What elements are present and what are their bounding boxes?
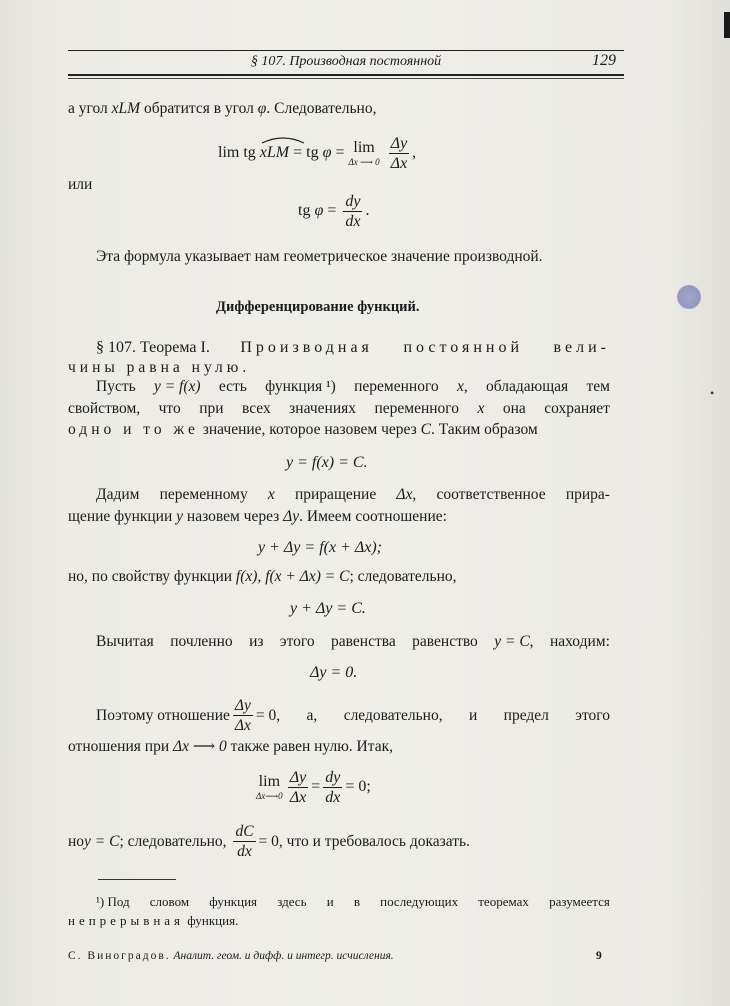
fraction <box>233 696 253 735</box>
running-header <box>68 50 624 80</box>
tg-text: tg <box>243 144 260 162</box>
page-edge-mark <box>724 12 730 38</box>
word: предел <box>503 706 549 724</box>
text-run: ; следовательно, <box>349 568 457 585</box>
word: переменного <box>354 378 439 395</box>
text-run: отношения при <box>68 738 173 755</box>
paragraph-2-line-2 <box>68 508 447 526</box>
limit-operator <box>256 773 283 802</box>
math-var: y <box>176 508 184 525</box>
denominator: dx <box>345 213 361 230</box>
word: что <box>158 400 181 417</box>
word: Вычитая <box>96 633 154 650</box>
lim-subscript: Δx⟶0 <box>256 791 283 801</box>
theorem-word: постоянной <box>403 339 524 356</box>
paragraph-1-line-3 <box>68 421 538 439</box>
numerator: Δy <box>390 135 408 152</box>
math-expr: Δx ⟶ 0 <box>173 738 227 755</box>
lim-text: lim <box>218 144 240 162</box>
text-run: = 0; <box>345 778 371 796</box>
word: этого <box>575 706 610 724</box>
fraction <box>288 768 309 807</box>
text-run: = 0, что и требовалось доказать. <box>258 832 470 850</box>
word: ¹) Под <box>96 894 130 909</box>
word: значениях <box>289 400 356 417</box>
text-run: = <box>331 144 349 162</box>
denominator: Δx <box>390 155 408 172</box>
word: есть <box>218 378 247 395</box>
word: приращение <box>294 486 377 503</box>
math-var: Δy <box>283 508 300 525</box>
word: при <box>199 400 224 417</box>
equation-7 <box>256 768 371 807</box>
lim-subscript: Δx ⟶ 0 <box>348 157 380 167</box>
text-run: . Следовательно, <box>266 100 377 117</box>
signature-footer <box>68 950 394 962</box>
text-run: = <box>311 778 321 796</box>
word: функция <box>209 894 258 909</box>
denominator: Δx <box>234 717 251 734</box>
spaced-text: одно и то же <box>68 421 199 438</box>
text-run: , <box>412 144 417 162</box>
math-var: C <box>420 421 431 438</box>
math-expr: f(x), <box>235 568 262 585</box>
word: переменного <box>374 400 460 417</box>
equation-2 <box>298 192 369 231</box>
math-var: φ <box>314 202 324 220</box>
word: сохраняет <box>544 400 610 417</box>
paragraph-4 <box>96 633 610 651</box>
equation-4: y + Δy = f(x + Δx); <box>258 539 383 556</box>
word: теоремах <box>478 894 529 909</box>
text-run: но <box>68 832 85 850</box>
text-run: функция. <box>184 913 239 928</box>
math-var: φ <box>322 144 332 162</box>
footnote-line-2 <box>68 913 238 929</box>
fraction <box>343 192 362 231</box>
word: прира- <box>565 486 610 503</box>
word: разумеется <box>549 894 610 909</box>
paragraph-geometric: Эта формула указывает нам геометрическое значение производной. <box>96 248 543 265</box>
word: в <box>353 894 360 909</box>
word: функция ¹) <box>265 378 336 395</box>
spaced-text: непрерывная <box>68 913 185 928</box>
denominator: Δx <box>289 789 307 806</box>
word: и <box>468 706 478 724</box>
footnote-line-1 <box>96 894 610 910</box>
math-var: xLM <box>111 100 141 117</box>
text-run: = tg <box>289 144 323 162</box>
numerator: Δy <box>234 697 251 714</box>
text-run: но, по свойству функции <box>68 568 236 585</box>
math-var: φ <box>257 100 267 117</box>
text-run: = <box>323 202 341 220</box>
theorem-line-2: чины равна нулю. <box>68 359 251 376</box>
math-expr: y = C, <box>494 633 534 650</box>
footer-title: Аналит. геом. и дифф. и интегр. исчисления. <box>170 950 394 962</box>
word: свойством, <box>68 400 141 417</box>
tg-text: tg <box>298 202 315 220</box>
numerator: dy <box>345 193 361 210</box>
denominator: dx <box>325 789 341 806</box>
intro-line <box>68 100 376 118</box>
denominator: dx <box>237 843 252 860</box>
equation-5: y + Δy = C. <box>290 600 366 617</box>
math-var: xLM <box>259 144 290 162</box>
paragraph-5-line-2 <box>68 737 393 756</box>
math-expr: f(x + Δx) = C <box>265 568 350 585</box>
text-run: . Таким образом <box>430 421 538 438</box>
text-run: щение функции <box>68 508 177 525</box>
text-run: Поэтому отношение <box>96 706 230 724</box>
text-run: значение, которое назовем через <box>198 421 421 438</box>
word: Дадим <box>96 486 140 503</box>
text-run: . Имеем соотношение: <box>299 508 447 525</box>
word: всех <box>241 400 271 417</box>
word: соответственное <box>436 486 546 503</box>
lim-text: lim <box>258 773 281 790</box>
fraction <box>389 134 410 173</box>
header-top-rule <box>68 50 624 51</box>
signature-number: 9 <box>596 950 602 962</box>
arc-mark <box>260 136 306 144</box>
theorem-line-1 <box>96 339 610 357</box>
word: следовательно, <box>343 706 443 724</box>
or-word: или <box>68 176 93 193</box>
word: обладающая <box>486 378 569 395</box>
numerator: dy <box>325 769 341 786</box>
text-run: ; следовательно, <box>119 832 227 850</box>
word: она <box>502 400 526 417</box>
math-expr: y = C <box>84 832 120 850</box>
paragraph-3 <box>68 568 457 586</box>
word: из <box>249 633 264 650</box>
word: словом <box>149 894 190 909</box>
equation-3: y = f(x) = C. <box>286 454 368 471</box>
paragraph-1-line-1 <box>96 378 610 396</box>
page-number: 129 <box>592 52 616 69</box>
theorem-label: § 107. Теорема I. <box>96 339 210 356</box>
limit-operator <box>348 139 379 168</box>
header-bottom-rule <box>68 74 624 76</box>
word: и <box>326 894 334 909</box>
math-var: x <box>267 486 275 503</box>
paragraph-2-line-1 <box>96 486 610 504</box>
word: тем <box>586 378 610 395</box>
word: этого <box>279 633 315 650</box>
word: почленно <box>170 633 233 650</box>
library-stamp <box>677 285 701 309</box>
header-bottom-rule-thin <box>68 78 624 79</box>
numerator: dC <box>235 823 254 840</box>
equation-6: Δy = 0. <box>310 664 358 681</box>
header-title: § 107. Производная постоянной <box>250 54 442 69</box>
paragraph-1-line-2 <box>68 400 610 418</box>
margin-mark: • <box>710 386 715 400</box>
word: равенства <box>331 633 396 650</box>
text-run: . <box>365 202 370 220</box>
numerator: Δy <box>289 769 307 786</box>
section-heading: Дифференцирование функций. <box>216 299 420 315</box>
ratio-phrase <box>96 696 280 735</box>
paragraph-5-line-1 <box>96 696 610 735</box>
word: равенство <box>412 633 478 650</box>
theorem-word: Производная <box>240 339 373 356</box>
math-var: Δx, <box>396 486 417 503</box>
lim-text: lim <box>353 139 375 156</box>
word: последующих <box>380 894 459 909</box>
fraction <box>233 822 255 861</box>
text-run: назовем через <box>183 508 284 525</box>
fraction <box>323 768 342 807</box>
text-run: = 0, <box>255 706 281 724</box>
theorem-word: вели- <box>553 339 610 356</box>
text-run: а угол <box>68 100 112 117</box>
text-run: также равен нулю. Итак, <box>226 738 393 755</box>
math-expr: y = f(x) <box>153 378 201 395</box>
footnote-rule <box>98 879 176 880</box>
math-var: x, <box>456 378 468 395</box>
word: переменному <box>159 486 248 503</box>
equation-1 <box>218 134 416 173</box>
paragraph-6 <box>68 822 470 861</box>
arc-xlm <box>260 144 289 161</box>
word: Пусть <box>96 378 136 395</box>
word: а, <box>306 706 318 724</box>
word: здесь <box>277 894 307 909</box>
footer-author: С. Виноградов. <box>68 950 171 962</box>
text-run: обратится в угол <box>140 100 258 117</box>
word: находим: <box>549 633 610 650</box>
math-var: x <box>477 400 485 417</box>
